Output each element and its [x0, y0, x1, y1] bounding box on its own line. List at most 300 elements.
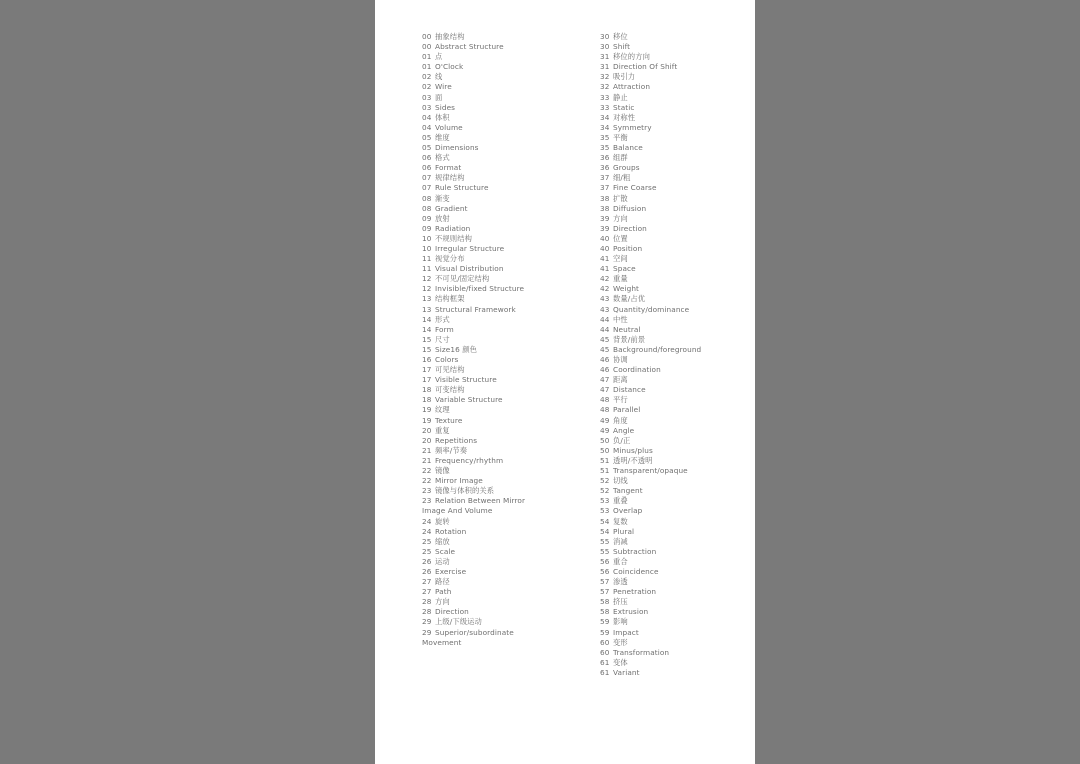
index-entry: [422, 517, 525, 527]
entry-text: Radiation: [435, 223, 471, 233]
entry-text: Symmetry: [613, 122, 652, 132]
index-entry: [600, 194, 701, 204]
index-entry: [600, 204, 701, 214]
entry-text: 尺寸: [435, 334, 450, 344]
index-entry: [600, 113, 701, 123]
entry-number: 53: [600, 496, 610, 506]
entry-number: 55: [600, 536, 610, 546]
entry-number: 37: [600, 173, 610, 183]
index-entry: [600, 315, 701, 325]
index-entry: [600, 517, 701, 527]
entry-number: 04: [422, 122, 432, 132]
entry-number: 14: [422, 324, 432, 334]
index-entry: [422, 274, 525, 284]
entry-text: Colors: [435, 355, 459, 364]
entry-text: Subtraction: [613, 546, 657, 556]
index-entry: [600, 375, 701, 385]
entry-text: 组群: [613, 153, 628, 163]
entry-text: Variant: [613, 667, 640, 677]
index-entry: [422, 244, 525, 254]
entry-number: 02: [422, 82, 432, 92]
index-entry: [422, 597, 525, 607]
entry-number: 22: [422, 466, 432, 476]
entry-text: 线: [435, 72, 443, 82]
index-entry: [422, 113, 525, 123]
entry-text: 透明/不透明: [613, 455, 653, 465]
entry-number: 52: [600, 476, 610, 486]
entry-text: Position: [613, 243, 643, 253]
index-entry: [600, 224, 701, 234]
entry-number: 13: [422, 294, 432, 304]
entry-number: 47: [600, 375, 610, 385]
entry-text: 放射: [435, 213, 450, 223]
index-entry: [422, 254, 525, 264]
entry-number: 58: [600, 607, 610, 617]
entry-number: 42: [600, 284, 610, 294]
entry-text: 维度: [435, 132, 450, 142]
entry-text: 镜像与体积的关系: [435, 486, 495, 496]
index-entry: [600, 234, 701, 244]
index-entry: [422, 42, 525, 52]
entry-text: Frequency/rhythm: [435, 455, 504, 465]
entry-text: 变体: [613, 657, 628, 667]
entry-text: 格式: [435, 153, 450, 163]
entry-text: Weight: [613, 284, 640, 294]
index-entry: [422, 214, 525, 224]
index-entry: [600, 577, 701, 587]
index-entry: [422, 234, 525, 244]
index-entry: [600, 597, 701, 607]
index-entry: [600, 537, 701, 547]
index-entry: [600, 617, 701, 627]
entry-text: Exercise: [435, 566, 467, 576]
entry-number: 40: [600, 243, 610, 253]
entry-number: 24: [422, 526, 432, 536]
entry-text: Superior/subordinate: [435, 627, 514, 637]
entry-number: 61: [600, 667, 610, 677]
entry-number: 06: [422, 163, 432, 173]
index-entry: [600, 496, 701, 506]
index-entry: [600, 355, 701, 365]
index-entry: [600, 82, 701, 92]
entry-text: Sides: [435, 102, 456, 112]
entry-number: 41: [600, 264, 610, 274]
entry-text: Repetitions: [435, 435, 478, 445]
entry-text: Image And Volume: [422, 506, 493, 516]
entry-text: Movement: [422, 637, 462, 647]
entry-number: 10: [422, 243, 432, 253]
entry-number: 09: [422, 223, 432, 233]
entry-text: 上级/下级运动: [435, 617, 482, 627]
index-entry: [422, 264, 525, 274]
entry-number: 46: [600, 355, 610, 364]
entry-number: 01: [422, 62, 432, 72]
entry-number: 12: [422, 274, 432, 284]
index-entry: [422, 527, 525, 537]
index-entry: [600, 214, 701, 224]
entry-text: 位置: [613, 233, 628, 243]
entry-text: Invisible/fixed Structure: [435, 284, 525, 294]
entry-number: 58: [600, 597, 610, 607]
entry-text: Wire: [435, 82, 452, 92]
entry-number: 15: [422, 334, 432, 344]
entry-text: 重量: [613, 274, 628, 284]
index-entry: [600, 345, 701, 355]
entry-text: 结构框架: [435, 294, 465, 304]
entry-number: 57: [600, 577, 610, 587]
entry-text: Tangent: [613, 486, 643, 496]
index-entry: [600, 123, 701, 133]
entry-number: 02: [422, 72, 432, 82]
entry-number: 30: [600, 42, 610, 52]
entry-number: 43: [600, 304, 610, 314]
entry-text: Background/foreground: [613, 344, 702, 354]
entry-number: 36: [600, 163, 610, 173]
index-entry: [600, 547, 701, 557]
entry-text: Angle: [613, 425, 635, 435]
index-entry: [600, 486, 701, 496]
entry-text: 距离: [613, 375, 628, 385]
entry-text: Direction: [435, 607, 469, 617]
entry-number: 32: [600, 82, 610, 92]
entry-text: 形式: [435, 314, 450, 324]
index-column-right: [600, 32, 701, 678]
entry-text: 中性: [613, 314, 628, 324]
entry-text: 渗透: [613, 577, 628, 587]
index-entry: [600, 163, 701, 173]
entry-text: 数量/占优: [613, 294, 646, 304]
entry-text: Mirror Image: [435, 476, 483, 486]
entry-text: 渐变: [435, 193, 450, 203]
index-entry: [422, 365, 525, 375]
entry-text: 旋转: [435, 516, 450, 526]
entry-number: 31: [600, 62, 610, 72]
index-column-left: [422, 32, 525, 648]
index-entry: [422, 284, 525, 294]
entry-number: 34: [600, 122, 610, 132]
index-entry: [422, 638, 525, 648]
index-entry: [600, 284, 701, 294]
index-entry: [422, 305, 525, 315]
entry-number: 23: [422, 486, 432, 496]
entry-number: 42: [600, 274, 610, 284]
entry-number: 49: [600, 415, 610, 425]
entry-number: 50: [600, 445, 610, 455]
entry-text: Visible Structure: [435, 375, 497, 385]
index-entry: [600, 42, 701, 52]
entry-text: 对称性: [613, 112, 636, 122]
entry-number: 49: [600, 425, 610, 435]
index-entry: [600, 305, 701, 315]
entry-text: Impact: [613, 627, 639, 637]
entry-text: 挤压: [613, 597, 628, 607]
entry-number: 43: [600, 294, 610, 304]
entry-number: 41: [600, 254, 610, 264]
entry-text: Relation Between Mirror: [435, 496, 526, 506]
index-entry: [422, 446, 525, 456]
entry-number: 07: [422, 173, 432, 183]
entry-number: 34: [600, 112, 610, 122]
entry-number: 53: [600, 506, 610, 516]
index-entry: [422, 628, 525, 638]
entry-text: 重合: [613, 556, 628, 566]
entry-text: Quantity/dominance: [613, 304, 690, 314]
entry-text: 静止: [613, 92, 628, 102]
index-entry: [422, 567, 525, 577]
entry-text: 细/粗: [613, 173, 631, 183]
index-entry: [600, 385, 701, 395]
entry-number: 19: [422, 405, 432, 415]
entry-number: 05: [422, 143, 432, 153]
entry-text: Space: [613, 264, 636, 274]
entry-text: 频率/节奏: [435, 445, 468, 455]
entry-text: 背景/前景: [613, 334, 646, 344]
entry-text: 路径: [435, 577, 450, 587]
index-entry: [422, 224, 525, 234]
entry-number: 21: [422, 455, 432, 465]
index-entry: [422, 456, 525, 466]
index-entry: [600, 133, 701, 143]
entry-text: 纹理: [435, 405, 450, 415]
index-entry: [422, 476, 525, 486]
index-entry: [600, 446, 701, 456]
index-entry: [422, 133, 525, 143]
entry-text: 平行: [613, 395, 628, 405]
entry-number: 29: [422, 627, 432, 637]
index-entry: [600, 52, 701, 62]
index-entry: [600, 173, 701, 183]
entry-text: 扩散: [613, 193, 628, 203]
index-entry: [600, 638, 701, 648]
entry-number: 28: [422, 607, 432, 617]
entry-number: 17: [422, 365, 432, 375]
entry-number: 40: [600, 233, 610, 243]
entry-text: Rule Structure: [435, 183, 489, 193]
index-entry: [422, 607, 525, 617]
entry-text: 不可见/固定结构: [435, 274, 490, 284]
entry-text: Diffusion: [613, 203, 647, 213]
entry-number: 33: [600, 102, 610, 112]
entry-text: Coincidence: [613, 566, 659, 576]
index-entry: [422, 537, 525, 547]
entry-text: Volume: [435, 122, 463, 132]
index-entry: [422, 436, 525, 446]
entry-text: Structural Framework: [435, 304, 516, 314]
entry-text: Coordination: [613, 365, 661, 375]
entry-number: 54: [600, 516, 610, 526]
index-entry: [422, 204, 525, 214]
index-entry: [600, 476, 701, 486]
index-entry: [422, 577, 525, 587]
index-entry: [422, 52, 525, 62]
entry-number: 39: [600, 223, 610, 233]
entry-text: 面: [435, 92, 443, 102]
index-entry: [422, 375, 525, 385]
entry-number: 00: [422, 42, 432, 52]
entry-number: 51: [600, 466, 610, 476]
entry-number: 56: [600, 566, 610, 576]
entry-text: 抽象结构: [435, 32, 465, 41]
entry-text: 规律结构: [435, 173, 465, 183]
index-entry: [422, 587, 525, 597]
index-entry: [600, 335, 701, 345]
index-entry: [422, 486, 525, 496]
entry-text: Plural: [613, 526, 635, 536]
entry-number: 44: [600, 314, 610, 324]
entry-number: 44: [600, 324, 610, 334]
entry-number: 01: [422, 52, 432, 62]
entry-text: Balance: [613, 143, 643, 153]
entry-number: 60: [600, 637, 610, 647]
index-entry: [600, 405, 701, 415]
index-entry: [422, 345, 525, 355]
entry-text: 运动: [435, 556, 450, 566]
index-entry: [422, 32, 525, 42]
entry-number: 20: [422, 435, 432, 445]
entry-text: Attraction: [613, 82, 651, 92]
index-entry: [600, 567, 701, 577]
entry-number: 59: [600, 617, 610, 627]
entry-number: 10: [422, 233, 432, 243]
entry-number: 08: [422, 203, 432, 213]
entry-number: 21: [422, 445, 432, 455]
entry-number: 35: [600, 132, 610, 142]
index-entry: [600, 244, 701, 254]
index-entry: [600, 607, 701, 617]
entry-text: 可变结构: [435, 385, 465, 395]
entry-text: Direction: [613, 223, 647, 233]
entry-text: 复数: [613, 516, 628, 526]
index-entry: [422, 123, 525, 133]
index-entry: [600, 143, 701, 153]
entry-number: 39: [600, 213, 610, 223]
entry-number: 37: [600, 183, 610, 193]
index-entry: [422, 506, 525, 516]
index-entry: [422, 557, 525, 567]
entry-number: 11: [422, 264, 432, 274]
index-entry: [600, 395, 701, 405]
entry-number: 17: [422, 375, 432, 385]
index-entry: [422, 103, 525, 113]
index-entry: [422, 82, 525, 92]
entry-text: Neutral: [613, 324, 641, 334]
entry-number: 05: [422, 132, 432, 142]
entry-text: 变形: [613, 637, 628, 647]
index-entry: [422, 143, 525, 153]
entry-number: 56: [600, 556, 610, 566]
entry-number: 20: [422, 425, 432, 435]
index-entry: [600, 658, 701, 668]
entry-text: 点: [435, 52, 443, 62]
index-entry: [422, 335, 525, 345]
entry-number: 26: [422, 556, 432, 566]
entry-number: 24: [422, 516, 432, 526]
entry-text: Variable Structure: [435, 395, 503, 405]
index-entry: [600, 436, 701, 446]
index-entry: [422, 72, 525, 82]
entry-number: 04: [422, 112, 432, 122]
entry-text: 可见结构: [435, 365, 465, 375]
entry-number: 61: [600, 657, 610, 667]
entry-number: 28: [422, 597, 432, 607]
entry-text: Abstract Structure: [435, 42, 504, 52]
index-entry: [422, 395, 525, 405]
entry-text: Groups: [613, 163, 640, 173]
index-entry: [422, 93, 525, 103]
entry-number: 13: [422, 304, 432, 314]
entry-number: 46: [600, 365, 610, 375]
entry-text: 吸引力: [613, 72, 636, 82]
index-entry: [422, 617, 525, 627]
index-entry: [600, 648, 701, 658]
entry-number: 08: [422, 193, 432, 203]
index-entry: [600, 153, 701, 163]
entry-text: 空间: [613, 254, 628, 264]
index-entry: [600, 527, 701, 537]
entry-number: 09: [422, 213, 432, 223]
entry-text: 重复: [435, 425, 450, 435]
entry-text: 平衡: [613, 132, 628, 142]
index-entry: [422, 325, 525, 335]
index-entry: [422, 426, 525, 436]
entry-number: 60: [600, 647, 610, 657]
entry-number: 57: [600, 587, 610, 597]
entry-number: 36: [600, 153, 610, 163]
entry-text: Static: [613, 102, 635, 112]
entry-text: Dimensions: [435, 143, 479, 153]
entry-text: 协调: [613, 355, 628, 364]
index-entry: [600, 93, 701, 103]
entry-number: 35: [600, 143, 610, 153]
entry-number: 47: [600, 385, 610, 395]
entry-text: Scale: [435, 546, 456, 556]
entry-text: Minus/plus: [613, 445, 653, 455]
entry-text: 缩放: [435, 536, 450, 546]
index-entry: [422, 355, 525, 365]
entry-number: 33: [600, 92, 610, 102]
entry-number: 45: [600, 344, 610, 354]
index-entry: [600, 628, 701, 638]
entry-text: Texture: [435, 415, 463, 425]
entry-text: Extrusion: [613, 607, 649, 617]
entry-text: Shift: [613, 42, 631, 52]
index-entry: [422, 294, 525, 304]
entry-number: 38: [600, 193, 610, 203]
index-entry: [600, 325, 701, 335]
entry-text: Rotation: [435, 526, 467, 536]
entry-text: Form: [435, 324, 454, 334]
entry-text: Size16 颜色: [435, 344, 478, 354]
index-entry: [600, 294, 701, 304]
entry-number: 25: [422, 546, 432, 556]
entry-text: 重叠: [613, 496, 628, 506]
index-entry: [600, 72, 701, 82]
entry-number: 22: [422, 476, 432, 486]
index-entry: [600, 365, 701, 375]
entry-text: Path: [435, 587, 452, 597]
index-entry: [600, 466, 701, 476]
entry-text: Penetration: [613, 587, 657, 597]
index-entry: [600, 274, 701, 284]
index-entry: [422, 385, 525, 395]
entry-text: Parallel: [613, 405, 641, 415]
entry-number: 38: [600, 203, 610, 213]
entry-text: Visual Distribution: [435, 264, 504, 274]
entry-text: Transparent/opaque: [613, 466, 688, 476]
entry-number: 48: [600, 395, 610, 405]
index-entry: [422, 416, 525, 426]
entry-text: Distance: [613, 385, 646, 395]
